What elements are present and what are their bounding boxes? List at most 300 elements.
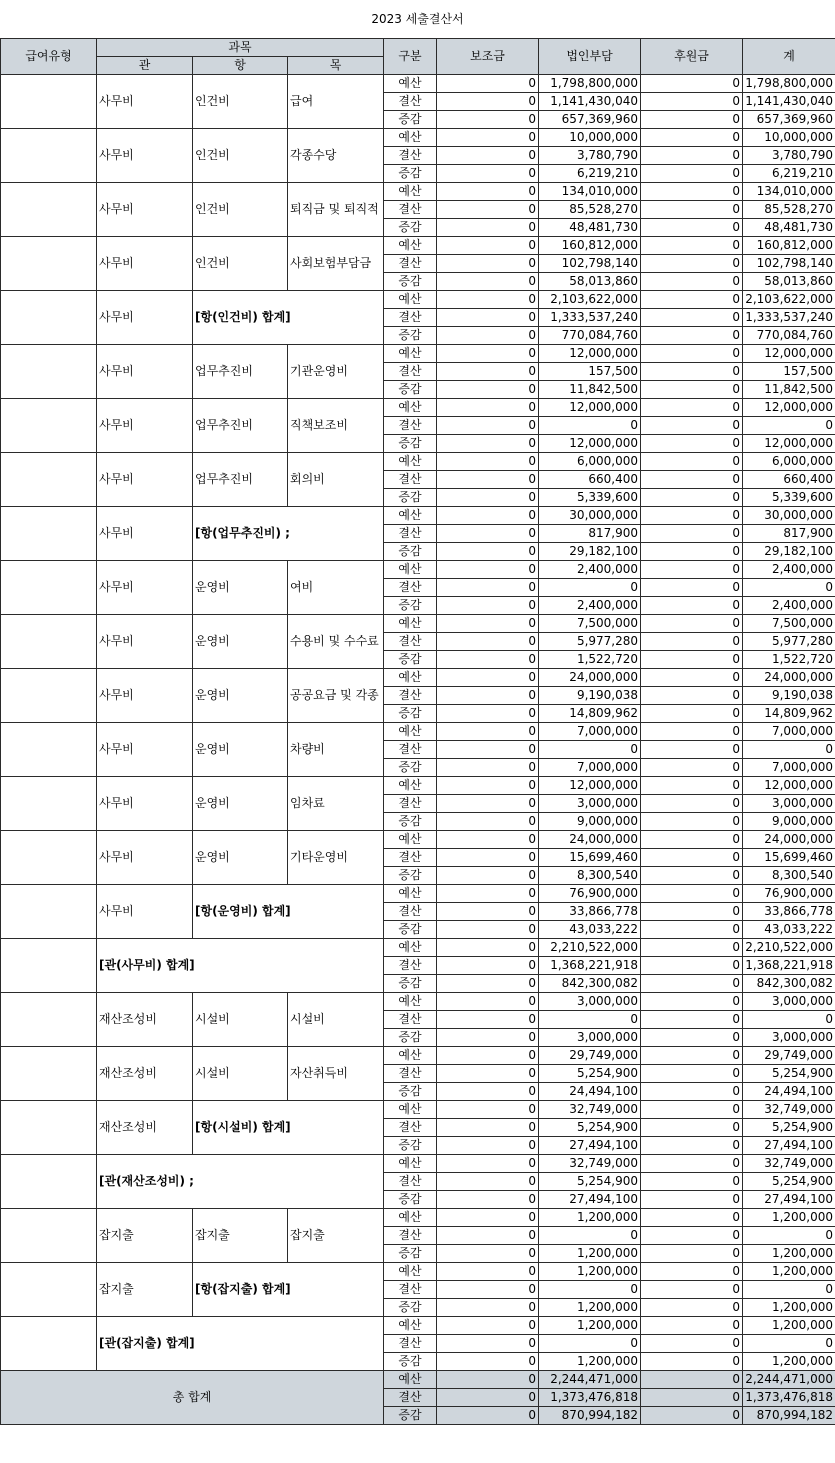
support-cell: 0 (641, 1407, 743, 1425)
hang-cell: 인건비 (193, 129, 288, 183)
support-cell: 0 (641, 939, 743, 957)
gubun-cell: 예산 (384, 399, 437, 417)
gubun-cell: 예산 (384, 615, 437, 633)
total-cell: 2,400,000 (743, 561, 835, 579)
support-cell: 0 (641, 993, 743, 1011)
subsidy-cell: 0 (437, 1371, 539, 1389)
hang-cell: 업무추진비 (193, 345, 288, 399)
subsidy-cell: 0 (437, 957, 539, 975)
total-cell: 1,522,720 (743, 651, 835, 669)
gubun-cell: 결산 (384, 1011, 437, 1029)
corp-cell: 2,210,522,000 (539, 939, 641, 957)
support-cell: 0 (641, 1389, 743, 1407)
subsidy-cell: 0 (437, 975, 539, 993)
type-cell (1, 777, 97, 831)
hang-cell: 운영비 (193, 723, 288, 777)
gubun-cell: 결산 (384, 309, 437, 327)
subsidy-cell: 0 (437, 489, 539, 507)
table-row (1, 1047, 835, 1065)
total-cell: 29,749,000 (743, 1047, 835, 1065)
gubun-cell: 증감 (384, 165, 437, 183)
support-cell: 0 (641, 111, 743, 129)
mok-cell: 임차료 (288, 777, 384, 831)
gubun-cell: 결산 (384, 255, 437, 273)
subsidy-cell: 0 (437, 1047, 539, 1065)
type-cell (1, 939, 97, 993)
subsidy-cell: 0 (437, 1353, 539, 1371)
total-cell: 1,141,430,040 (743, 93, 835, 111)
corp-cell: 15,699,460 (539, 849, 641, 867)
hang-sum-label: [항(시설비) 합계] (193, 1101, 384, 1155)
total-cell: 5,977,280 (743, 633, 835, 651)
gwan-sum-label: [관(재산조성비) ; (97, 1155, 384, 1209)
corp-cell: 29,749,000 (539, 1047, 641, 1065)
gwan-cell: 사무비 (97, 885, 193, 939)
mok-cell: 직책보조비 (288, 399, 384, 453)
total-cell: 1,333,537,240 (743, 309, 835, 327)
corp-cell: 58,013,860 (539, 273, 641, 291)
corp-cell: 24,000,000 (539, 669, 641, 687)
header-type: 급여유형 (1, 39, 97, 75)
gubun-cell: 결산 (384, 957, 437, 975)
gubun-cell: 예산 (384, 129, 437, 147)
subsidy-cell: 0 (437, 1137, 539, 1155)
hang-cell: 잡지출 (193, 1209, 288, 1263)
gubun-cell: 예산 (384, 939, 437, 957)
table-row (1, 1263, 835, 1281)
gubun-cell: 증감 (384, 1407, 437, 1425)
table-body (1, 75, 835, 1425)
corp-cell: 102,798,140 (539, 255, 641, 273)
gubun-cell: 증감 (384, 813, 437, 831)
support-cell: 0 (641, 921, 743, 939)
corp-cell: 1,200,000 (539, 1263, 641, 1281)
gubun-cell: 예산 (384, 345, 437, 363)
subsidy-cell: 0 (437, 219, 539, 237)
table-row (1, 885, 835, 903)
support-cell: 0 (641, 975, 743, 993)
support-cell: 0 (641, 453, 743, 471)
grand-total-row (1, 1371, 835, 1389)
table-row (1, 345, 835, 363)
support-cell: 0 (641, 381, 743, 399)
header-subsidy: 보조금 (437, 39, 539, 75)
corp-cell: 5,339,600 (539, 489, 641, 507)
gubun-cell: 예산 (384, 1263, 437, 1281)
table-row (1, 507, 835, 525)
table-row (1, 237, 835, 255)
type-cell (1, 129, 97, 183)
gubun-cell: 결산 (384, 1335, 437, 1353)
gwan-sum-label: [관(잡지출) 합계] (97, 1317, 384, 1371)
table-row (1, 993, 835, 1011)
total-cell: 1,368,221,918 (743, 957, 835, 975)
table-row (1, 291, 835, 309)
gubun-cell: 증감 (384, 705, 437, 723)
subsidy-cell: 0 (437, 291, 539, 309)
corp-cell: 657,369,960 (539, 111, 641, 129)
gubun-cell: 예산 (384, 237, 437, 255)
mok-cell: 공공요금 및 각종 (288, 669, 384, 723)
corp-cell: 5,977,280 (539, 633, 641, 651)
type-cell (1, 723, 97, 777)
header-gwan: 관 (97, 57, 193, 75)
subsidy-cell: 0 (437, 1119, 539, 1137)
table-row (1, 831, 835, 849)
corp-cell: 6,000,000 (539, 453, 641, 471)
corp-cell: 10,000,000 (539, 129, 641, 147)
gubun-cell: 예산 (384, 1317, 437, 1335)
corp-cell: 11,842,500 (539, 381, 641, 399)
subsidy-cell: 0 (437, 507, 539, 525)
gubun-cell: 증감 (384, 381, 437, 399)
corp-cell: 0 (539, 417, 641, 435)
support-cell: 0 (641, 435, 743, 453)
corp-cell: 2,244,471,000 (539, 1371, 641, 1389)
support-cell: 0 (641, 741, 743, 759)
type-cell (1, 1263, 97, 1317)
corp-cell: 9,000,000 (539, 813, 641, 831)
corp-cell: 1,522,720 (539, 651, 641, 669)
subsidy-cell: 0 (437, 147, 539, 165)
total-cell: 817,900 (743, 525, 835, 543)
support-cell: 0 (641, 723, 743, 741)
mok-cell: 자산취득비 (288, 1047, 384, 1101)
subsidy-cell: 0 (437, 273, 539, 291)
mok-cell: 기타운영비 (288, 831, 384, 885)
gubun-cell: 예산 (384, 1209, 437, 1227)
subsidy-cell: 0 (437, 237, 539, 255)
gubun-cell: 예산 (384, 885, 437, 903)
gwan-cell: 사무비 (97, 291, 193, 345)
hang-sum-label: [항(업무추진비) ; (193, 507, 384, 561)
total-cell: 48,481,730 (743, 219, 835, 237)
corp-cell: 12,000,000 (539, 435, 641, 453)
corp-cell: 24,000,000 (539, 831, 641, 849)
type-cell (1, 1101, 97, 1155)
support-cell: 0 (641, 237, 743, 255)
total-cell: 2,210,522,000 (743, 939, 835, 957)
subsidy-cell: 0 (437, 363, 539, 381)
total-cell: 0 (743, 579, 835, 597)
corp-cell: 0 (539, 741, 641, 759)
support-cell: 0 (641, 165, 743, 183)
gubun-cell: 예산 (384, 831, 437, 849)
subsidy-cell: 0 (437, 165, 539, 183)
type-cell (1, 345, 97, 399)
corp-cell: 33,866,778 (539, 903, 641, 921)
hang-sum-label: [항(운영비) 합계] (193, 885, 384, 939)
total-cell: 0 (743, 1011, 835, 1029)
subsidy-cell: 0 (437, 1317, 539, 1335)
total-cell: 5,254,900 (743, 1065, 835, 1083)
subsidy-cell: 0 (437, 939, 539, 957)
support-cell: 0 (641, 831, 743, 849)
subsidy-cell: 0 (437, 255, 539, 273)
support-cell: 0 (641, 291, 743, 309)
gwan-cell: 사무비 (97, 723, 193, 777)
hang-cell: 업무추진비 (193, 399, 288, 453)
support-cell: 0 (641, 1155, 743, 1173)
corp-cell: 157,500 (539, 363, 641, 381)
gubun-cell: 증감 (384, 543, 437, 561)
support-cell: 0 (641, 1191, 743, 1209)
corp-cell: 1,200,000 (539, 1299, 641, 1317)
support-cell: 0 (641, 1227, 743, 1245)
gubun-cell: 결산 (384, 525, 437, 543)
corp-cell: 2,400,000 (539, 561, 641, 579)
gubun-cell: 예산 (384, 669, 437, 687)
table-row (1, 1155, 835, 1173)
support-cell: 0 (641, 903, 743, 921)
corp-cell: 0 (539, 1281, 641, 1299)
support-cell: 0 (641, 615, 743, 633)
total-cell: 12,000,000 (743, 777, 835, 795)
support-cell: 0 (641, 597, 743, 615)
hang-cell: 업무추진비 (193, 453, 288, 507)
subsidy-cell: 0 (437, 399, 539, 417)
total-cell: 24,494,100 (743, 1083, 835, 1101)
subsidy-cell: 0 (437, 1407, 539, 1425)
corp-cell: 5,254,900 (539, 1173, 641, 1191)
type-cell (1, 237, 97, 291)
support-cell: 0 (641, 1101, 743, 1119)
subsidy-cell: 0 (437, 561, 539, 579)
subsidy-cell: 0 (437, 417, 539, 435)
mok-cell: 차량비 (288, 723, 384, 777)
total-cell: 33,866,778 (743, 903, 835, 921)
gubun-cell: 결산 (384, 1389, 437, 1407)
subsidy-cell: 0 (437, 453, 539, 471)
hang-cell: 인건비 (193, 75, 288, 129)
subsidy-cell: 0 (437, 543, 539, 561)
support-cell: 0 (641, 1209, 743, 1227)
total-cell: 30,000,000 (743, 507, 835, 525)
support-cell: 0 (641, 849, 743, 867)
hang-cell: 인건비 (193, 183, 288, 237)
type-cell (1, 183, 97, 237)
total-cell: 7,500,000 (743, 615, 835, 633)
total-cell: 0 (743, 1281, 835, 1299)
table-row (1, 129, 835, 147)
corp-cell: 7,000,000 (539, 723, 641, 741)
total-cell: 32,749,000 (743, 1155, 835, 1173)
corp-cell: 85,528,270 (539, 201, 641, 219)
corp-cell: 0 (539, 1227, 641, 1245)
gubun-cell: 예산 (384, 723, 437, 741)
type-cell (1, 1209, 97, 1263)
gubun-cell: 결산 (384, 1173, 437, 1191)
gubun-cell: 증감 (384, 597, 437, 615)
corp-cell: 1,200,000 (539, 1245, 641, 1263)
support-cell: 0 (641, 777, 743, 795)
total-cell: 9,000,000 (743, 813, 835, 831)
type-cell (1, 1317, 97, 1371)
support-cell: 0 (641, 957, 743, 975)
corp-cell: 27,494,100 (539, 1137, 641, 1155)
table-row (1, 561, 835, 579)
total-cell: 157,500 (743, 363, 835, 381)
gubun-cell: 예산 (384, 507, 437, 525)
corp-cell: 1,200,000 (539, 1353, 641, 1371)
total-cell: 29,182,100 (743, 543, 835, 561)
gubun-cell: 결산 (384, 795, 437, 813)
corp-cell: 3,000,000 (539, 1029, 641, 1047)
mok-cell: 급여 (288, 75, 384, 129)
gubun-cell: 결산 (384, 1119, 437, 1137)
subsidy-cell: 0 (437, 651, 539, 669)
subsidy-cell: 0 (437, 921, 539, 939)
mok-cell: 수용비 및 수수료 (288, 615, 384, 669)
total-cell: 2,103,622,000 (743, 291, 835, 309)
type-cell (1, 453, 97, 507)
subsidy-cell: 0 (437, 867, 539, 885)
gwan-cell: 사무비 (97, 453, 193, 507)
total-cell: 1,200,000 (743, 1299, 835, 1317)
gubun-cell: 결산 (384, 741, 437, 759)
corp-cell: 48,481,730 (539, 219, 641, 237)
gubun-cell: 증감 (384, 1245, 437, 1263)
support-cell: 0 (641, 1245, 743, 1263)
total-cell: 660,400 (743, 471, 835, 489)
type-cell (1, 885, 97, 939)
table-row (1, 453, 835, 471)
support-cell: 0 (641, 1263, 743, 1281)
support-cell: 0 (641, 147, 743, 165)
subsidy-cell: 0 (437, 183, 539, 201)
type-cell (1, 1155, 97, 1209)
subsidy-cell: 0 (437, 435, 539, 453)
subsidy-cell: 0 (437, 1227, 539, 1245)
subsidy-cell: 0 (437, 1263, 539, 1281)
subsidy-cell: 0 (437, 1209, 539, 1227)
gubun-cell: 결산 (384, 633, 437, 651)
gubun-cell: 증감 (384, 1191, 437, 1209)
subsidy-cell: 0 (437, 1281, 539, 1299)
type-cell (1, 615, 97, 669)
gubun-cell: 예산 (384, 1047, 437, 1065)
support-cell: 0 (641, 273, 743, 291)
total-cell: 32,749,000 (743, 1101, 835, 1119)
subsidy-cell: 0 (437, 75, 539, 93)
gubun-cell: 예산 (384, 291, 437, 309)
gubun-cell: 결산 (384, 903, 437, 921)
subsidy-cell: 0 (437, 1299, 539, 1317)
total-cell: 10,000,000 (743, 129, 835, 147)
support-cell: 0 (641, 1011, 743, 1029)
gwan-cell: 사무비 (97, 507, 193, 561)
support-cell: 0 (641, 417, 743, 435)
corp-cell: 6,219,210 (539, 165, 641, 183)
gwan-cell: 사무비 (97, 237, 193, 291)
total-cell: 24,000,000 (743, 669, 835, 687)
hang-sum-label: [항(인건비) 합계] (193, 291, 384, 345)
subsidy-cell: 0 (437, 777, 539, 795)
support-cell: 0 (641, 1119, 743, 1137)
total-cell: 58,013,860 (743, 273, 835, 291)
subsidy-cell: 0 (437, 633, 539, 651)
support-cell: 0 (641, 1317, 743, 1335)
type-cell (1, 75, 97, 129)
gwan-cell: 잡지출 (97, 1209, 193, 1263)
header-corp: 법인부담 (539, 39, 641, 75)
table-header (1, 39, 835, 75)
gubun-cell: 증감 (384, 1353, 437, 1371)
total-cell: 1,200,000 (743, 1245, 835, 1263)
table-row (1, 1101, 835, 1119)
subsidy-cell: 0 (437, 813, 539, 831)
gubun-cell: 증감 (384, 651, 437, 669)
total-cell: 2,244,471,000 (743, 1371, 835, 1389)
total-cell: 1,200,000 (743, 1317, 835, 1335)
table-row (1, 615, 835, 633)
gubun-cell: 증감 (384, 1137, 437, 1155)
total-cell: 3,780,790 (743, 147, 835, 165)
subsidy-cell: 0 (437, 1245, 539, 1263)
support-cell: 0 (641, 345, 743, 363)
corp-cell: 30,000,000 (539, 507, 641, 525)
hang-cell: 인건비 (193, 237, 288, 291)
subsidy-cell: 0 (437, 1029, 539, 1047)
corp-cell: 3,780,790 (539, 147, 641, 165)
gwan-cell: 사무비 (97, 561, 193, 615)
support-cell: 0 (641, 471, 743, 489)
table-row (1, 1317, 835, 1335)
mok-cell: 사회보험부담금 (288, 237, 384, 291)
subsidy-cell: 0 (437, 669, 539, 687)
subsidy-cell: 0 (437, 1155, 539, 1173)
support-cell: 0 (641, 1299, 743, 1317)
support-cell: 0 (641, 1083, 743, 1101)
hang-cell: 운영비 (193, 615, 288, 669)
total-cell: 43,033,222 (743, 921, 835, 939)
support-cell: 0 (641, 507, 743, 525)
support-cell: 0 (641, 255, 743, 273)
support-cell: 0 (641, 327, 743, 345)
subsidy-cell: 0 (437, 1065, 539, 1083)
subsidy-cell: 0 (437, 993, 539, 1011)
subsidy-cell: 0 (437, 1011, 539, 1029)
support-cell: 0 (641, 705, 743, 723)
corp-cell: 12,000,000 (539, 777, 641, 795)
total-cell: 134,010,000 (743, 183, 835, 201)
total-cell: 657,369,960 (743, 111, 835, 129)
corp-cell: 12,000,000 (539, 345, 641, 363)
type-cell (1, 291, 97, 345)
table-row (1, 183, 835, 201)
support-cell: 0 (641, 633, 743, 651)
subsidy-cell: 0 (437, 1101, 539, 1119)
support-cell: 0 (641, 489, 743, 507)
support-cell: 0 (641, 1173, 743, 1191)
subsidy-cell: 0 (437, 1335, 539, 1353)
table-row (1, 777, 835, 795)
gwan-cell: 사무비 (97, 669, 193, 723)
gubun-cell: 예산 (384, 1155, 437, 1173)
header-support: 후원금 (641, 39, 743, 75)
total-cell: 0 (743, 417, 835, 435)
type-cell (1, 1047, 97, 1101)
hang-cell: 운영비 (193, 561, 288, 615)
type-cell (1, 399, 97, 453)
total-cell: 27,494,100 (743, 1191, 835, 1209)
mok-cell: 잡지출 (288, 1209, 384, 1263)
hang-cell: 시설비 (193, 1047, 288, 1101)
gwan-cell: 사무비 (97, 399, 193, 453)
header-mok: 목 (288, 57, 384, 75)
gubun-cell: 결산 (384, 1227, 437, 1245)
total-cell: 6,000,000 (743, 453, 835, 471)
